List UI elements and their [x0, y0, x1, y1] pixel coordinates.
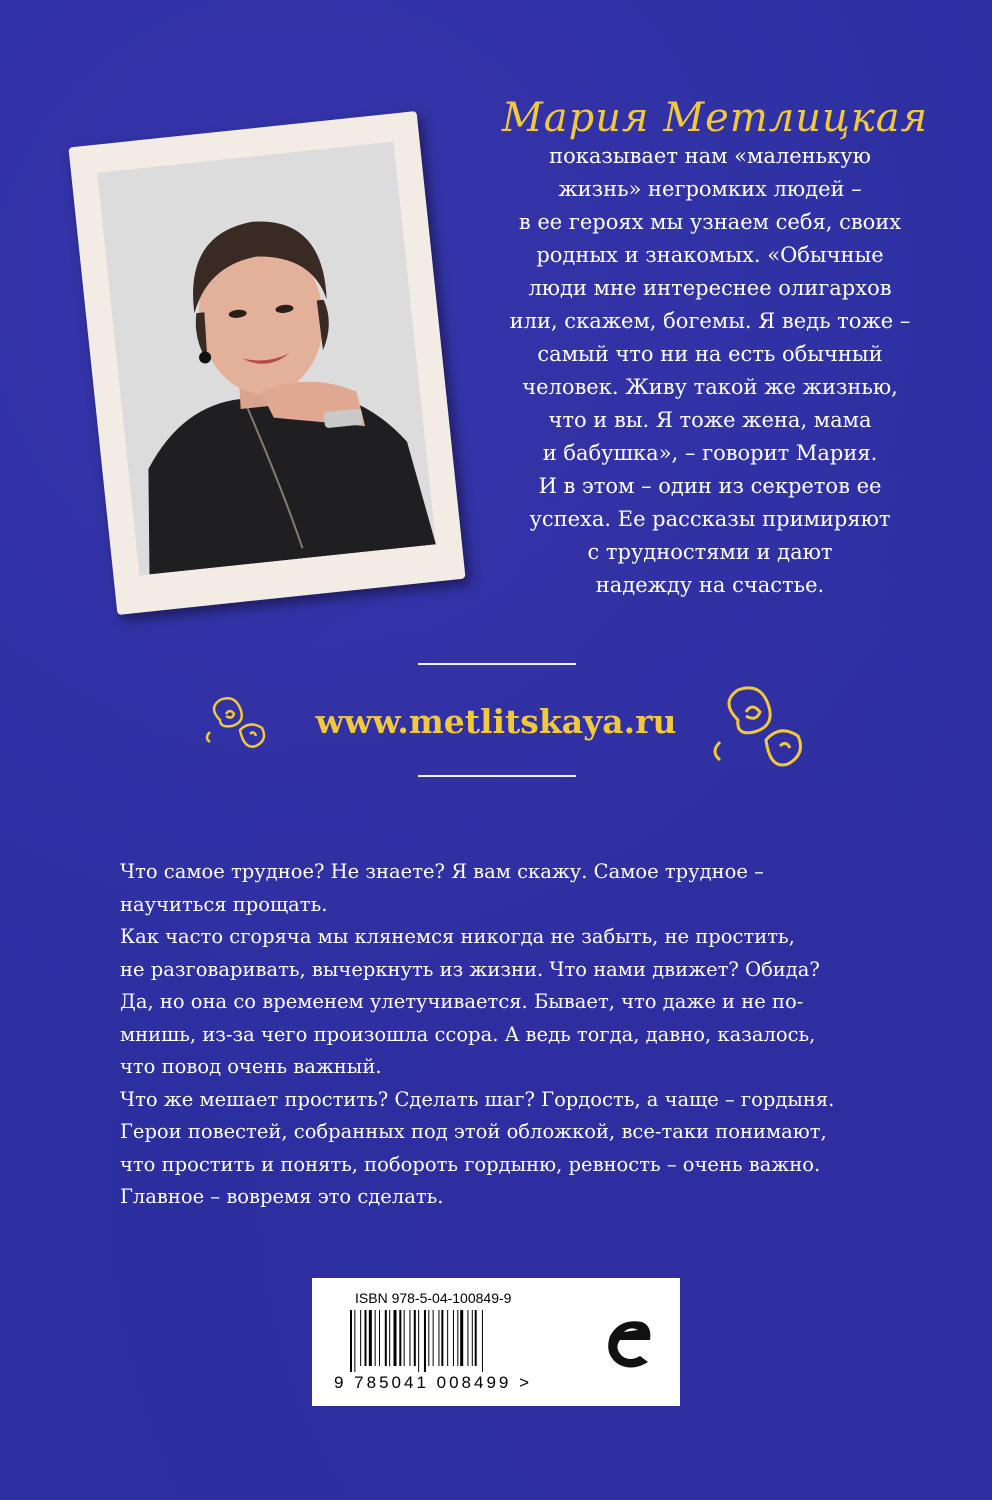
bio-line: с трудностями и дают	[587, 540, 833, 564]
barcode-bar	[418, 1310, 419, 1372]
barcode-bar	[453, 1310, 454, 1366]
bio-line: И в этом – один из секретов ее	[538, 474, 882, 498]
barcode-bar	[460, 1310, 463, 1366]
barcode-panel	[312, 1278, 580, 1406]
barcode-bar	[385, 1310, 387, 1366]
barcode-digits: 9 785041 008499 >	[334, 1373, 533, 1392]
barcode-bar	[441, 1310, 443, 1366]
annotation-line: что повод очень важный.	[120, 1055, 382, 1078]
publisher-logo-panel	[580, 1278, 680, 1406]
author-photo	[97, 142, 436, 576]
bio-line: жизнь» негромких людей –	[558, 177, 862, 201]
author-bio	[480, 140, 940, 602]
barcode-bar	[365, 1310, 367, 1366]
barcode-bar	[375, 1310, 376, 1366]
barcode-bar	[389, 1310, 390, 1366]
author-portrait-illustration	[97, 142, 436, 576]
author-name: Мария Метлицкая	[501, 95, 929, 141]
rose-ornament-left-icon	[200, 690, 272, 752]
bio-line: в ее героях мы узнаем себя, своих	[518, 210, 902, 234]
barcode-bar	[354, 1310, 355, 1372]
rose-ornament-right-icon	[708, 680, 810, 772]
bio-line: человек. Живу такой же жизнью,	[522, 375, 898, 399]
annotation-line: Как часто сгоряча мы клянемся никогда не забыть, не простить,	[120, 925, 795, 948]
annotation-line: мнишь, из-за чего произошла ссора. А ведь тогда, давно, казалось,	[120, 1022, 816, 1046]
barcode-bar	[394, 1310, 397, 1366]
annotation-line: Герои повестей, собранных под этой обложкой, все-таки понимают,	[120, 1120, 827, 1143]
barcode-bar	[467, 1310, 468, 1366]
barcode-bar	[457, 1310, 458, 1366]
barcode-bars	[350, 1310, 550, 1372]
bio-line: надежду на счастье.	[595, 573, 825, 597]
annotation-line: Что же мешает простить? Сделать шаг? Гордость, а чаще – гордыня.	[120, 1087, 835, 1111]
book-annotation	[120, 856, 920, 1214]
barcode-bar	[404, 1310, 405, 1366]
annotation-line: не разговаривать, вычеркнуть из жизни. Что нами движет? Обида?	[120, 957, 820, 981]
barcode-bar	[482, 1310, 483, 1372]
bio-line: что и вы. Я тоже жена, мама	[548, 408, 872, 432]
barcode-bar	[433, 1310, 434, 1366]
author-photo-card	[68, 111, 465, 615]
divider-top	[418, 663, 576, 665]
bio-line: или, скажем, богемы. Я ведь тоже –	[509, 309, 911, 333]
barcode-bar	[399, 1310, 401, 1366]
publisher-logo-icon	[580, 1278, 680, 1406]
bio-line: самый что ни на есть обычный	[537, 342, 883, 366]
bio-line: люди мне интереснее олигархов	[528, 276, 892, 300]
barcode-bar	[369, 1310, 372, 1366]
annotation-line: Что самое трудное? Не знаете? Я вам скажу. Самое трудное –	[120, 860, 764, 883]
bio-line: родных и знакомых. «Обычные	[536, 243, 884, 267]
annotation-line: научиться прощать.	[120, 892, 328, 916]
barcode-bar	[428, 1310, 429, 1366]
divider-bottom	[418, 775, 576, 777]
barcode-bar	[472, 1310, 473, 1366]
bio-line: показывает нам «маленькую	[549, 144, 871, 168]
barcode-bar	[447, 1310, 448, 1366]
barcode-bar	[438, 1310, 439, 1366]
barcode-bar	[414, 1310, 416, 1366]
barcode-bar	[379, 1310, 380, 1366]
bio-line: успеха. Ее рассказы примиряют	[529, 507, 891, 531]
barcode-bar	[360, 1310, 361, 1366]
annotation-line: Главное – вовремя это сделать.	[120, 1185, 444, 1208]
barcode-bar	[424, 1310, 426, 1372]
bio-line: и бабушка», – говорит Мария.	[542, 441, 878, 465]
barcode-bar	[350, 1310, 352, 1372]
barcode-bar	[475, 1310, 477, 1366]
website-link[interactable]: www.metlitskaya.ru	[315, 702, 677, 741]
isbn-label: ISBN 978-5-04-100849-9	[355, 1290, 512, 1306]
barcode-bar	[409, 1310, 410, 1366]
annotation-line: Да, но она со временем улетучивается. Бывает, что даже и не по-	[120, 990, 804, 1013]
annotation-line: что простить и понять, побороть гордыню, ревность – очень важно.	[120, 1152, 821, 1176]
